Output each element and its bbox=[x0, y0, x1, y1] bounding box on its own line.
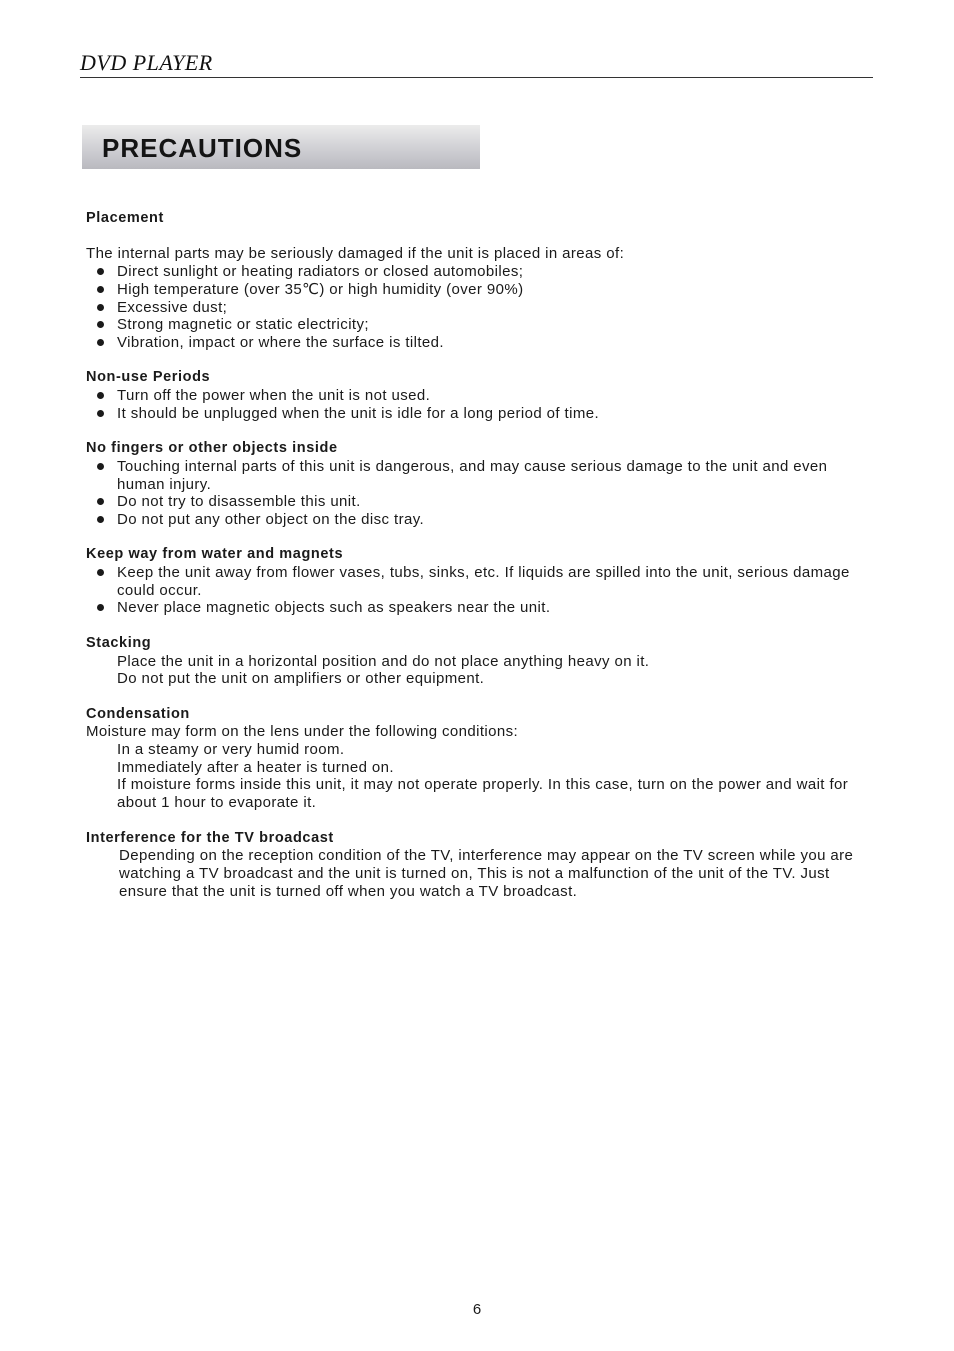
section-nonuse-periods bbox=[86, 369, 856, 422]
list-item: Excessive dust; bbox=[86, 299, 856, 317]
section-heading: Stacking bbox=[86, 634, 152, 651]
bullet-list bbox=[86, 263, 856, 352]
list-item: High temperature (over 35℃) or high humidity (over 90%) bbox=[86, 281, 856, 299]
page-title: PRECAUTIONS bbox=[102, 133, 303, 163]
list-item: Strong magnetic or static electricity; bbox=[86, 316, 856, 334]
section-line: If moisture forms inside this unit, it may not operate properly. In this case, turn on the power and wait for about 1 hour to evaporate it. bbox=[117, 776, 849, 812]
bullet-list bbox=[86, 387, 856, 422]
list-item: Do not put any other object on the disc tray. bbox=[86, 511, 856, 529]
section-paragraph: Depending on the reception condition of the TV, interference may appear on the TV screen while you are watching a TV broadcast and the unit is turned on, This is not a malfunction of the unit of the TV. Just ensure that the unit is turned off when you watch a TV broadcast. bbox=[119, 847, 854, 900]
list-item: It should be unplugged when the unit is idle for a long period of time. bbox=[86, 405, 856, 423]
list-item: Turn off the power when the unit is not used. bbox=[86, 387, 856, 405]
list-item: Direct sunlight or heating radiators or closed automobiles; bbox=[86, 263, 856, 281]
bullet-list bbox=[86, 458, 856, 529]
section-intro: Moisture may form on the lens under the following conditions: bbox=[86, 723, 519, 741]
section-heading: Placement bbox=[86, 210, 164, 226]
page-number: 6 bbox=[472, 1301, 482, 1318]
precautions-content bbox=[86, 210, 856, 918]
list-item: Never place magnetic objects such as speakers near the unit. bbox=[86, 599, 856, 617]
section-no-fingers bbox=[86, 440, 856, 529]
list-item: Vibration, impact or where the surface is tilted. bbox=[86, 334, 856, 352]
list-item: Touching internal parts of this unit is dangerous, and may cause serious damage to the unit and even human injury. bbox=[86, 458, 856, 493]
section-intro: The internal parts may be seriously damaged if the unit is placed in areas of: bbox=[86, 245, 625, 263]
title-banner bbox=[82, 125, 480, 169]
running-header-title: DVD PLAYER bbox=[80, 50, 213, 75]
section-line: In a steamy or very humid room. bbox=[117, 741, 345, 758]
section-heading: Non-use Periods bbox=[86, 369, 211, 386]
section-water-magnets bbox=[86, 546, 856, 617]
section-placement bbox=[86, 210, 856, 352]
list-item: Do not try to disassemble this unit. bbox=[86, 493, 856, 511]
section-stacking bbox=[86, 635, 856, 688]
section-line: Immediately after a heater is turned on. bbox=[117, 758, 394, 776]
section-heading: Interference for the TV broadcast bbox=[86, 829, 334, 846]
list-item: Keep the unit away from flower vases, tubs, sinks, etc. If liquids are spilled into the unit, serious damage could occur. bbox=[86, 564, 856, 599]
section-heading: No fingers or other objects inside bbox=[86, 440, 338, 457]
section-condensation bbox=[86, 706, 856, 812]
bullet-list bbox=[86, 564, 856, 617]
section-line: Place the unit in a horizontal position and do not place anything heavy on it. bbox=[117, 652, 650, 670]
header-rule bbox=[80, 77, 873, 78]
section-heading: Condensation bbox=[86, 705, 190, 722]
section-line: Do not put the unit on amplifiers or other equipment. bbox=[117, 670, 485, 688]
section-heading: Keep way from water and magnets bbox=[86, 546, 344, 563]
section-interference bbox=[86, 830, 856, 901]
